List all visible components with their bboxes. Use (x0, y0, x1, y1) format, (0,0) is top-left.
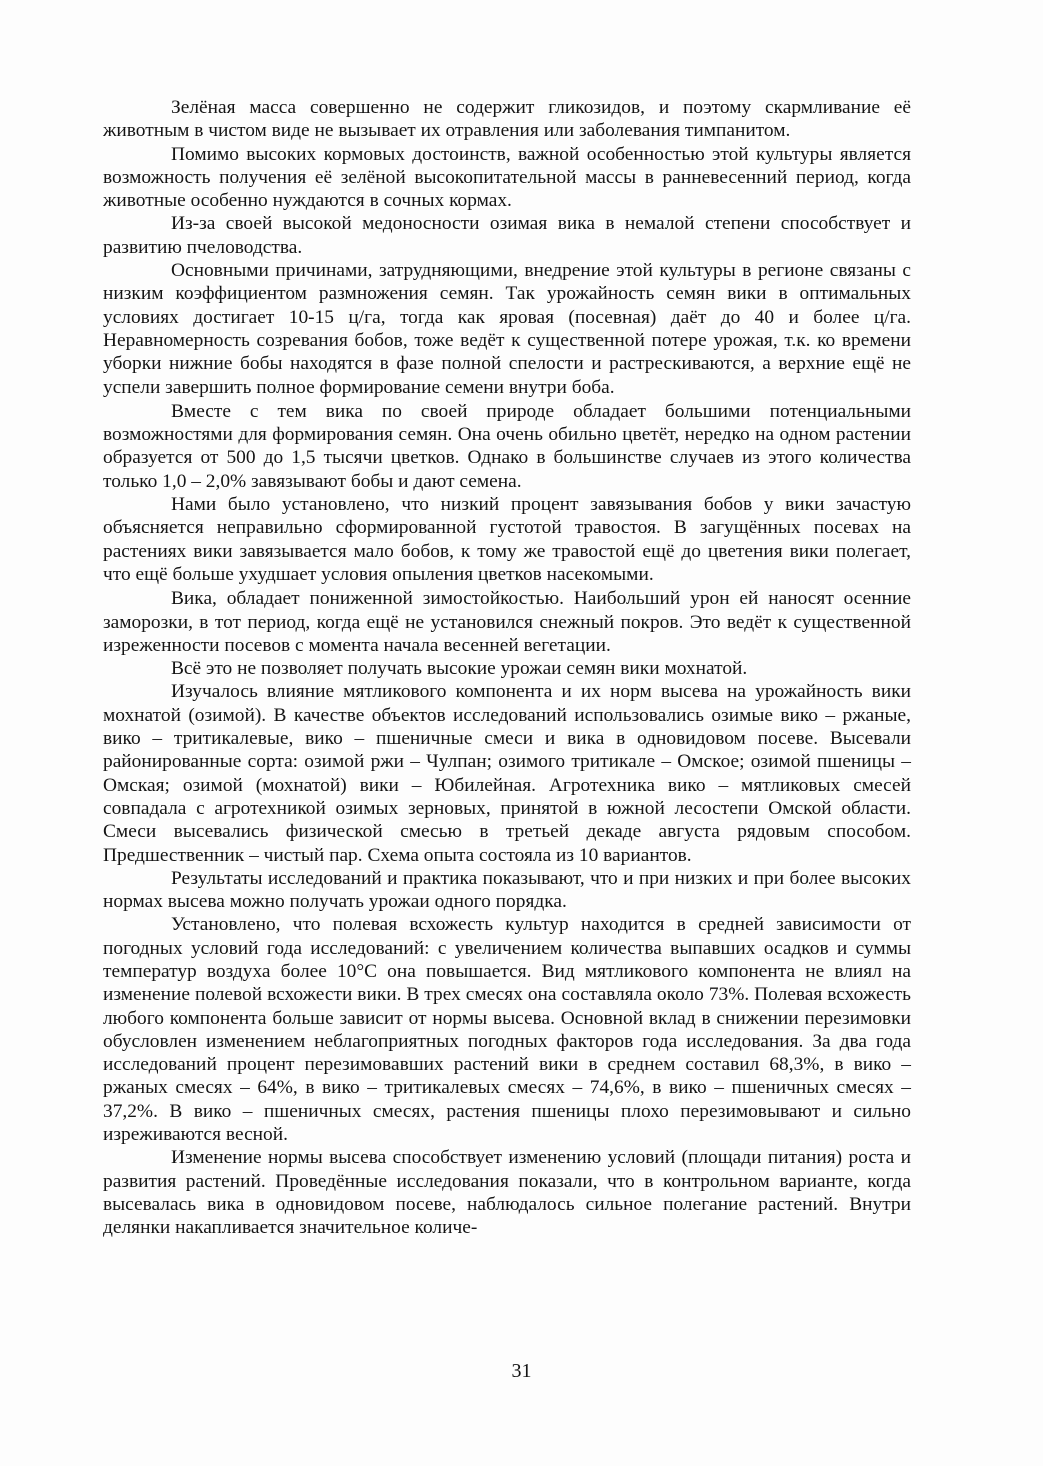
body-text (103, 96, 911, 1240)
paragraph: Изучалось влияние мятликового компонента и их норм высева на урожайность вики мохнатой (озимой). В качестве объектов исследований использовались озимые вико – ржаные, вико – тритикалевые, вико – пшеничные смеси и вика в одновидовом посеве. Высевали районированные сорта: озимой ржи – Чулпан; озимого тритикале – Омское; озимой пшеницы – Омская; озимой (мохнатой) вики – Юбилейная. Агротехника вико – мятликовых смесей совпадала с агротехникой озимых зерновых, принятой в южной лесостепи Омской области. Смеси высевались физической смесью в третьей декаде августа рядовым способом. Предшественник – чистый пар. Схема опыта состояла из 10 вариантов. (103, 681, 911, 866)
paragraph: Результаты исследований и практика показывают, что и при низких и при более высоких нормах высева можно получать урожаи одного порядка. (103, 867, 911, 913)
paragraph: Основными причинами, затрудняющими, внедрение этой культуры в регионе связаны с низким коэффициентом размножения семян. Так урожайность семян вики в оптимальных условиях достигает 10-15 ц/га, тогда как яровая (посевная) даёт до 40 и более ц/га. Неравномерность созревания бобов, тоже ведёт к существенной потере урожая, т.к. ко времени уборки нижние бобы находятся в фазе полной спелости и растрескиваются, а верхние ещё не успели завершить полное формирование семени внутри боба. (103, 260, 911, 398)
paragraph: Установлено, что полевая всхожесть культур находится в средней зависимости от погодных условий года исследований: с увеличением количества выпавших осадков и суммы температур воздуха более 10°С она повышается. Вид мятликового компонента не влиял на изменение полевой всхожести вики. В трех смесях она составляла около 73%. Полевая всхожесть любого компонента больше зависит от нормы высева. Основной вклад в снижении перезимовки обусловлен изменением неблагоприятных погодных факторов года исследования. За два года исследований процент перезимовавших растений вики в среднем составил 68,3%, в вико – ржаных смесях – 64%, в вико – тритикалевых смесях – 74,6%, в вико – пшеничных смесях – 37,2%. В вико – пшеничных смесях, растения пшеницы плохо перезимовывают и сильно изреживаются весной. (103, 914, 911, 1146)
paragraph: Зелёная масса совершенно не содержит гликозидов, и поэтому скармливание её животным в чистом виде не вызывает их отравления или заболевания тимпанитом. (103, 97, 911, 142)
paragraph: Всё это не позволяет получать высокие урожаи семян вики мохнатой. (171, 658, 748, 680)
paragraph: Из-за своей высокой медоносности озимая вика в немалой степени способствует и развитию пчеловодства. (103, 213, 911, 258)
paragraph: Вика, обладает пониженной зимостойкостью. Наибольший урон ей наносят осенние заморозки, в тот период, когда ещё не установился снежный покров. Это ведёт к существенной изреженности посевов с момента начала весенней вегетации. (103, 588, 911, 656)
paragraph: Вместе с тем вика по своей природе обладает большими потенциальными возможностями для формирования семян. Она очень обильно цветёт, нередко на одном растении образуется от 500 до 1,5 тысячи цветков. Однако в большинстве случаев из этого количества только 1,0 – 2,0% завязывают бобы и дают семена. (103, 400, 911, 492)
paragraph: Изменение нормы высева способствует изменению условий (площади питания) роста и развития растений. Проведённые исследования показали, что в контрольном варианте, когда высевалась вика в одновидовом посеве, наблюдалось сильное полегание растений. Внутри делянки накапливается значительное количе- (103, 1147, 911, 1239)
paragraph: Нами было установлено, что низкий процент завязывания бобов у вики зачастую объясняется неправильно сформированной густотой травостоя. В загущённых посевах на растениях вики завязывается мало бобов, к тому же травостой ещё до цветения вики полегает, что ещё больше ухудшает условия опыления цветков насекомыми. (103, 494, 911, 585)
paragraph: Помимо высоких кормовых достоинств, важной особенностью этой культуры является возможность получения её зелёной высокопитательной массы в ранневесенний период, когда животные особенно нуждаются в сочных кормах. (103, 143, 911, 212)
page-number: 31 (511, 1360, 532, 1382)
